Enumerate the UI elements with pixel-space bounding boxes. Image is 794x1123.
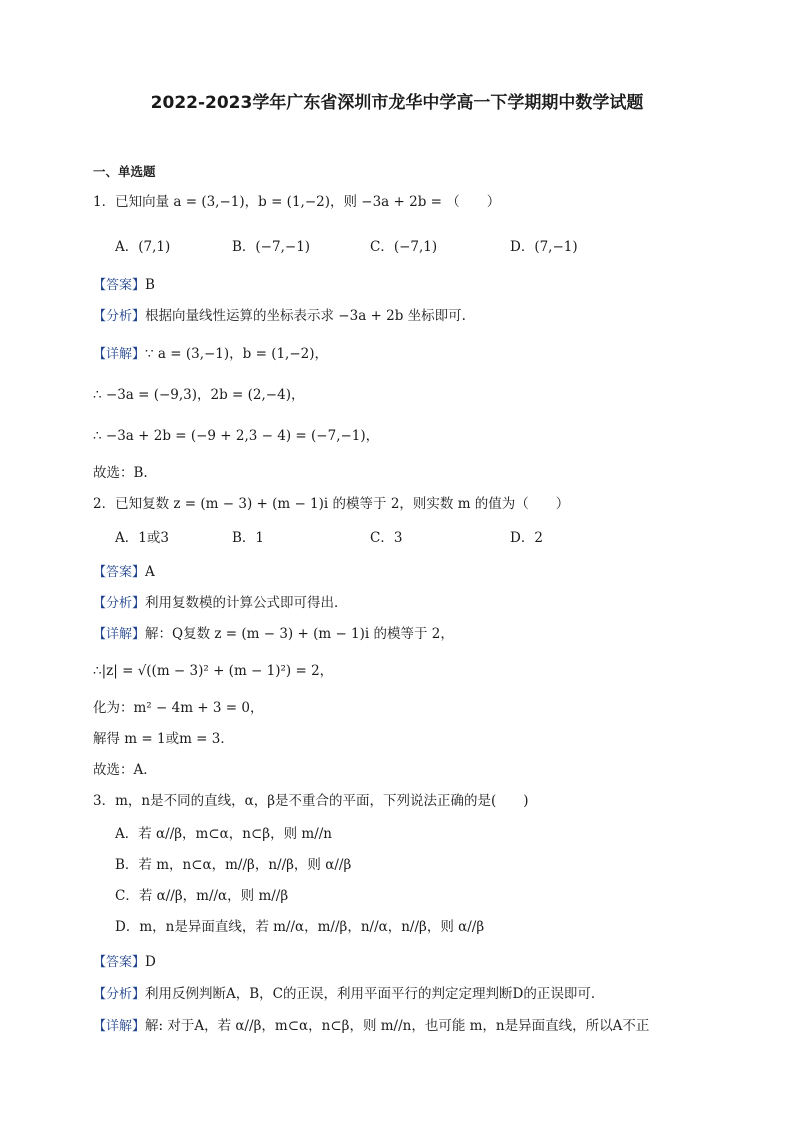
q1-detail-line-2: ∴ −3a = (−9,3)，2b = (2,−4)， <box>93 387 305 403</box>
q1-option-a: A．(7,1) <box>115 239 171 255</box>
q2-option-c: C．3 <box>370 530 403 546</box>
q1-stem: 1．已知向量 a = (3,−1)，b = (1,−2)，则 −3a + 2b = （ ） <box>93 194 501 210</box>
q2-answer-value: A <box>145 564 155 580</box>
q2-detail-line-3: 化为：m² − 4m + 3 = 0， <box>93 700 264 716</box>
q3-detail-line-1: 解: 对于A，若 α//β，m⊂α，n⊂β，则 m//n，也可能 m，n是异面直线，所以A不正 <box>145 1018 650 1034</box>
q2-detail-line-4: 解得 m = 1或m = 3． <box>93 731 234 747</box>
q3-detail <box>93 1017 649 1036</box>
detail-tag: 【详解】 <box>93 347 146 362</box>
page-title: 2022-2023学年广东省深圳市龙华中学高一下学期期中数学试题 <box>150 93 644 113</box>
q2-option-a: A．1或3 <box>115 530 169 546</box>
answer-tag: 【答案】 <box>93 278 146 293</box>
q3-option-c: C．若 α//β，m//α，则 m//β <box>115 888 289 904</box>
q1-detail-line-1: ∵ a = (3,−1)，b = (1,−2)， <box>145 346 329 362</box>
detail-tag: 【详解】 <box>93 627 146 642</box>
answer-tag: 【答案】 <box>93 565 146 580</box>
q1-option-d: D．(7,−1) <box>510 239 578 255</box>
q1-analysis <box>93 307 466 326</box>
q1-detail-line-3: ∴ −3a + 2b = (−9 + 2,3 − 4) = (−7,−1)， <box>93 428 380 444</box>
section-heading: 一、单选题 <box>93 164 156 179</box>
q2-answer <box>93 563 155 582</box>
q2-detail-line-2: ∴|z| = √((m − 3)² + (m − 1)²) = 2， <box>93 663 334 679</box>
q1-detail <box>93 345 328 364</box>
q3-stem: 3．m，n是不同的直线，α，β是不重合的平面，下列说法正确的是( ) <box>93 793 529 809</box>
q2-stem: 2．已知复数 z = (m − 3) + (m − 1)i 的模等于 2，则实数 m 的值为（ ） <box>93 496 570 512</box>
q2-detail <box>93 625 454 644</box>
analysis-tag: 【分析】 <box>93 987 146 1002</box>
q3-analysis <box>93 985 604 1004</box>
analysis-tag: 【分析】 <box>93 596 146 611</box>
q2-detail-line-1: 解：Q复数 z = (m − 3) + (m − 1)i 的模等于 2， <box>145 626 454 642</box>
analysis-tag: 【分析】 <box>93 309 146 324</box>
answer-tag: 【答案】 <box>93 955 146 970</box>
q3-option-d: D．m，n是异面直线，若 m//α，m//β，n//α，n//β，则 α//β <box>115 919 485 935</box>
q1-analysis-text: 根据向量线性运算的坐标表示求 −3a + 2b 坐标即可. <box>145 308 466 324</box>
q2-option-d: D．2 <box>510 530 543 546</box>
q3-option-a: A．若 α//β，m⊂α，n⊂β，则 m//n <box>115 826 332 842</box>
q1-answer-value: B <box>145 277 155 293</box>
q2-analysis-text: 利用复数模的计算公式即可得出． <box>145 595 348 611</box>
q1-option-c: C．(−7,1) <box>370 239 438 255</box>
q3-answer <box>93 953 156 972</box>
q1-answer <box>93 276 155 295</box>
q2-conclusion: 故选：A． <box>93 762 157 778</box>
q1-conclusion: 故选：B. <box>93 465 148 481</box>
q2-option-b: B．1 <box>232 530 265 546</box>
q3-answer-value: D <box>145 954 156 970</box>
q3-analysis-text: 利用反例判断A，B，C的正误，利用平面平行的判定定理判断D的正误即可． <box>145 986 605 1002</box>
q1-option-b: B．(−7,−1) <box>232 239 311 255</box>
q2-analysis <box>93 594 348 613</box>
q3-option-b: B．若 m，n⊂α，m//β，n//β，则 α//β <box>115 857 352 873</box>
detail-tag: 【详解】 <box>93 1019 146 1034</box>
